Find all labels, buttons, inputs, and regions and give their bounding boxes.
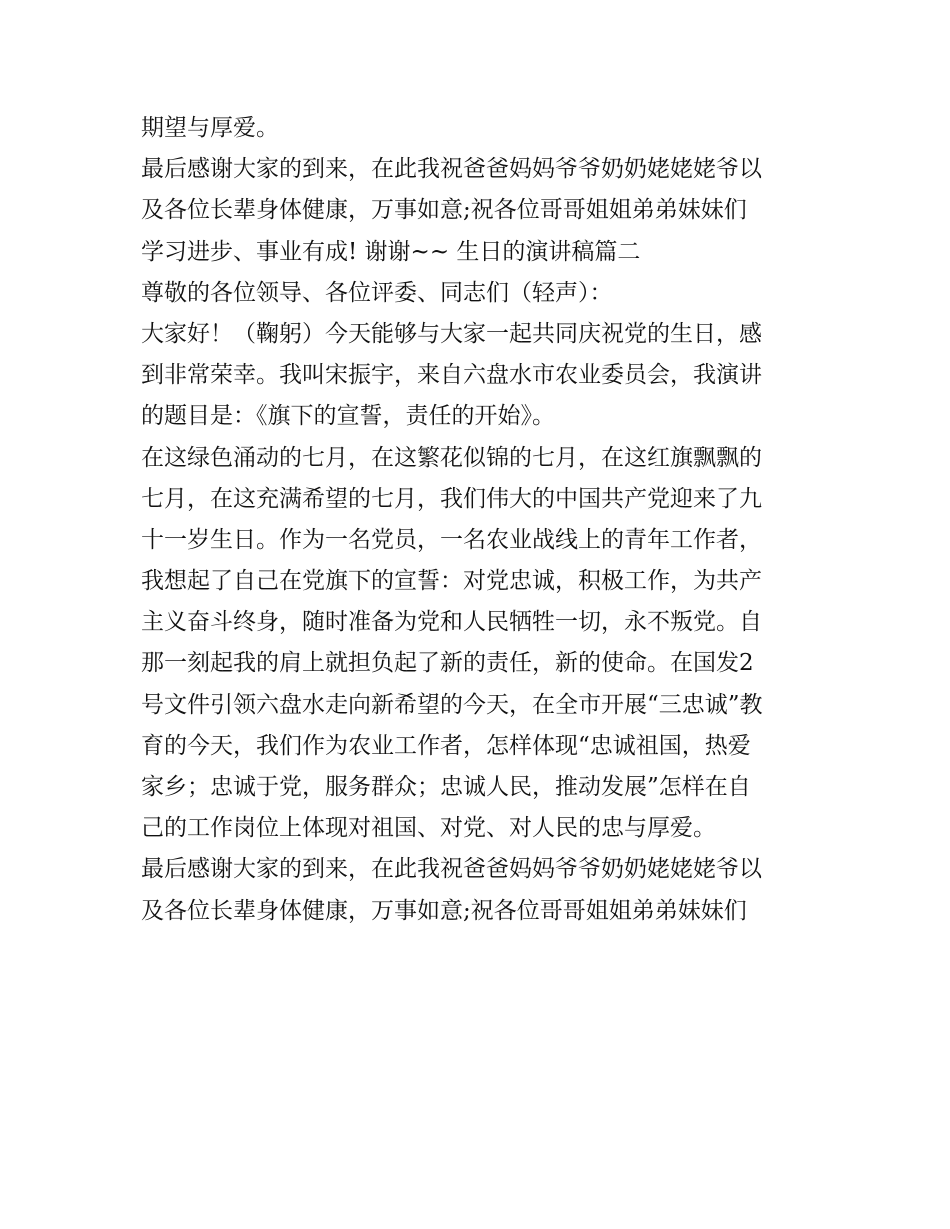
- text-line: 学习进步、事业有成! 谢谢~~ 生日的演讲稿篇二: [141, 238, 641, 265]
- text-line: 及各位长辈身体健康，万事如意;祝各位哥哥姐姐弟弟妹妹们: [141, 897, 747, 924]
- text-line: 大家好！（鞠躬）今天能够与大家一起共同庆祝党的生日，感: [141, 320, 762, 347]
- text-line: 十一岁生日。作为一名党员，一名农业战线上的青年工作者，: [141, 526, 762, 553]
- text-line: 尊敬的各位领导、各位评委、同志们（轻声）：: [141, 279, 613, 306]
- text-line: 的题目是：《旗下的宣誓，责任的开始》。: [141, 403, 555, 430]
- text-line: 己的工作岗位上体现对祖国、对党、对人民的忠与厚爱。: [141, 815, 716, 842]
- text-line: 育的今天，我们作为农业工作者，怎样体现“忠诚祖国，热爱: [141, 732, 751, 759]
- text-line: 主义奋斗终身，随时准备为党和人民牺牲一切，永不叛党。自: [141, 609, 762, 636]
- text-line: 在这绿色涌动的七月，在这繁花似锦的七月，在这红旗飘飘的: [141, 444, 762, 471]
- text-line: 家乡；忠诚于党，服务群众；忠诚人民，推动发展”怎样在自: [141, 774, 751, 800]
- text-line: 最后感谢大家的到来，在此我祝爸爸妈妈爷爷奶奶姥姥姥爷以: [141, 156, 762, 183]
- text-line: 最后感谢大家的到来，在此我祝爸爸妈妈爷爷奶奶姥姥姥爷以: [141, 856, 762, 883]
- text-line: 我想起了自己在党旗下的宣誓：对党忠诚，积极工作，为共产: [141, 568, 762, 595]
- text-line: 七月，在这充满希望的七月，我们伟大的中国共产党迎来了九: [141, 485, 762, 512]
- text-line: 号文件引领六盘水走向新希望的今天，在全市开展“三忠诚”教: [141, 691, 763, 718]
- text-line: 及各位长辈身体健康，万事如意;祝各位哥哥姐姐弟弟妹妹们: [141, 197, 747, 224]
- text-line: 到非常荣幸。我叫宋振宇，来自六盘水市农业委员会，我演讲: [141, 362, 762, 389]
- text-line: 那一刻起我的肩上就担负起了新的责任，新的使命。在国发2: [141, 650, 754, 677]
- text-line: 期望与厚爱。: [141, 115, 279, 141]
- document-body: [141, 108, 821, 932]
